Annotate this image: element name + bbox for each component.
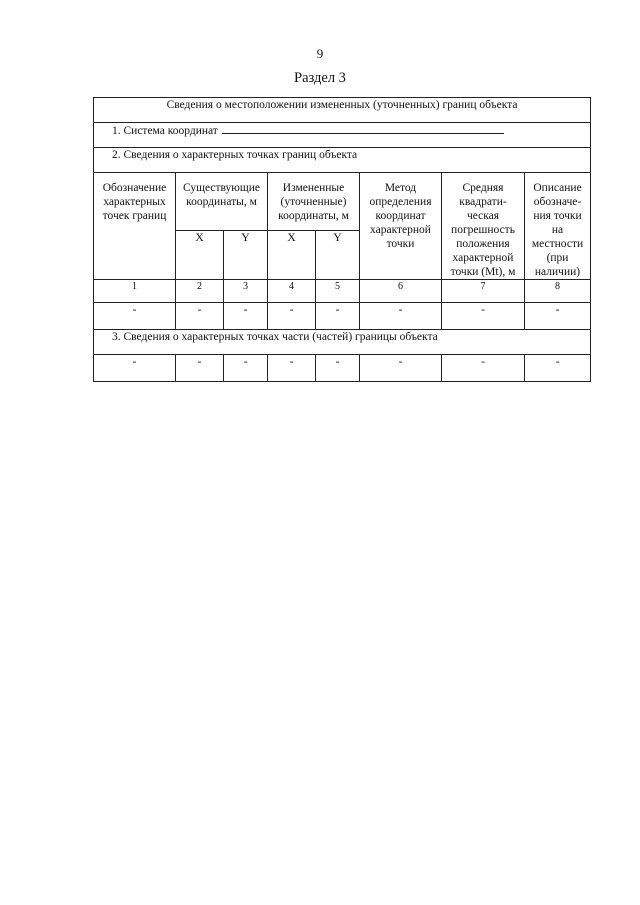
table-cell: - [94,355,176,382]
column-number: 5 [316,280,360,303]
coordinate-system-blank [222,123,504,134]
header-accuracy: Средняя квадрати- ческая погрешность положения характерной точки (Mt), м [442,173,525,280]
column-numbers-row [94,280,591,303]
column-number: 8 [525,280,591,303]
points-section-header: 2. Сведения о характерных точках границ объекта [94,148,591,173]
table-cell: - [176,355,224,382]
table-cell: - [360,355,442,382]
table-cell: - [525,355,591,382]
column-number: 7 [442,280,525,303]
column-number: 2 [176,280,224,303]
column-number: 6 [360,280,442,303]
points-data-row [94,303,591,330]
subheader-existing-x: X [176,230,224,279]
header-changed-coordinates: Измененные (уточненные) координаты, м [268,173,360,231]
column-number: 1 [94,280,176,303]
table-cell: - [268,303,316,330]
header-description: Описание обозначе- ния точки на местности (при наличии) [525,173,591,280]
table-cell: - [94,303,176,330]
table-cell: - [442,355,525,382]
table-cell: - [316,355,360,382]
boundary-table [93,97,591,382]
table-cell: - [442,303,525,330]
part-data-row [94,355,591,382]
part-boundary-section-header: 3. Сведения о характерных точках части (частей) границы объекта [94,330,591,355]
subheader-changed-y: Y [316,230,360,279]
table-title: Сведения о местоположении измененных (уточненных) границ объекта [94,98,591,123]
coordinate-system-label: 1. Система координат [112,125,218,137]
table-cell: - [224,303,268,330]
coordinate-system-row [94,123,591,148]
table-cell: - [176,303,224,330]
header-method: Метод определения координат характерной точки [360,173,442,280]
table-cell: - [268,355,316,382]
header-existing-coordinates: Существующие координаты, м [176,173,268,231]
subheader-existing-y: Y [224,230,268,279]
header-designation: Обозначение характерных точек границ [94,173,176,280]
page-number: 9 [316,46,324,61]
table-cell: - [224,355,268,382]
section-title: Раздел 3 [294,70,346,86]
table-cell: - [316,303,360,330]
subheader-changed-x: X [268,230,316,279]
column-number: 3 [224,280,268,303]
column-number: 4 [268,280,316,303]
table-cell: - [525,303,591,330]
table-cell: - [360,303,442,330]
